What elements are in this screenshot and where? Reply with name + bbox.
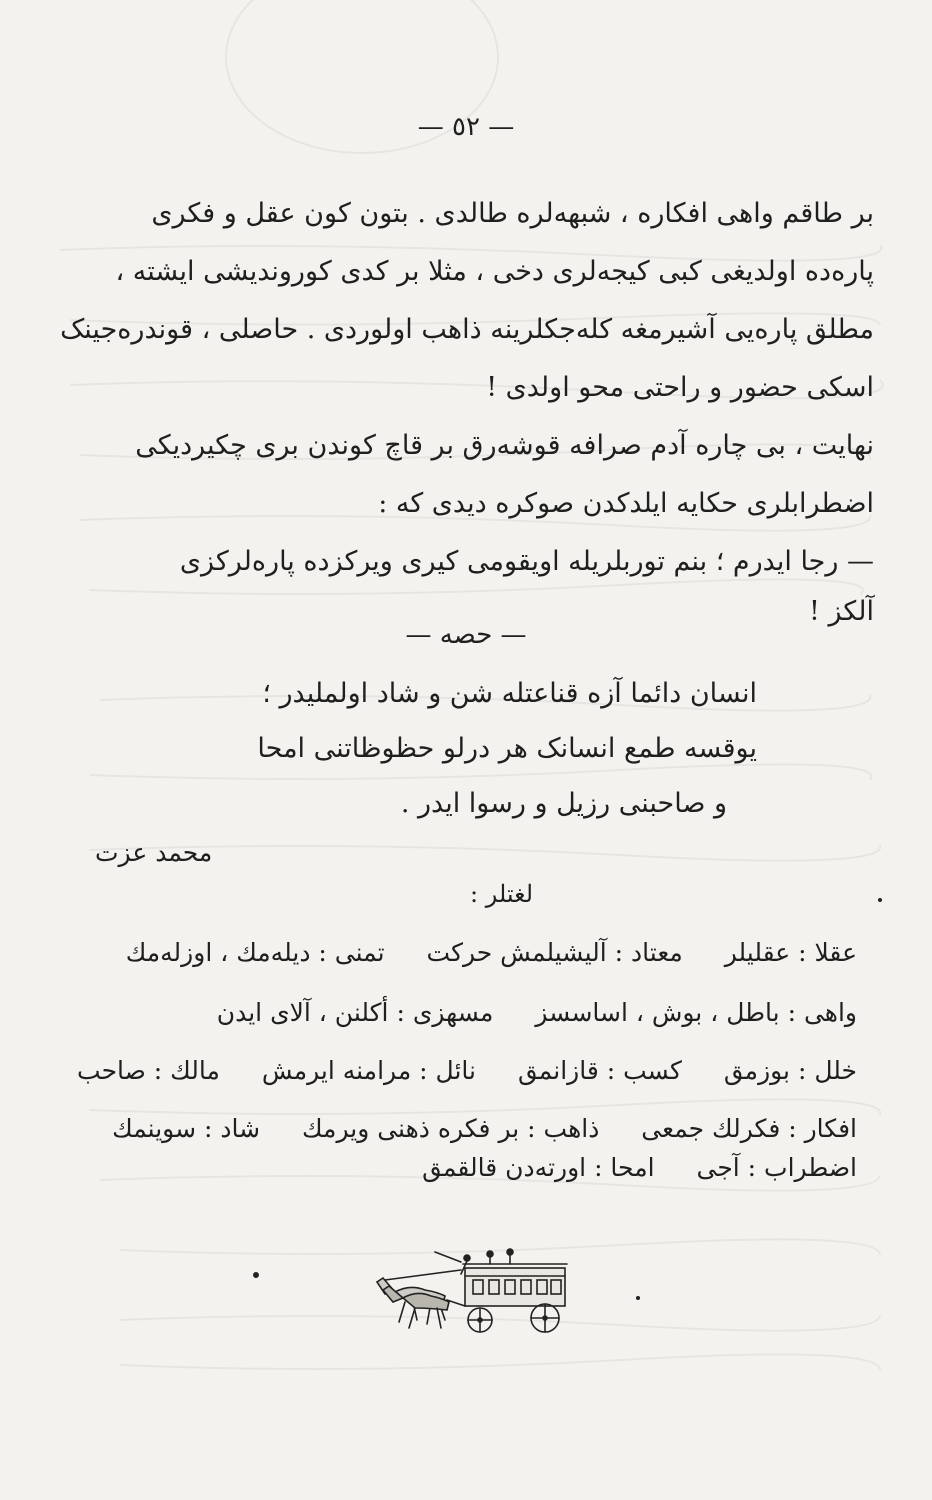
body-line-3: مطلق پاره‌یی آشیرمغه کله‌جکلرینه ذاهب اولوردی . حاصلی ، قوندره‌جینک <box>60 314 874 345</box>
glossary-entry: اضطراب : آجی <box>696 1153 857 1182</box>
horse-drawn-omnibus-illustration <box>365 1240 580 1340</box>
glossary-row-2 <box>183 1000 857 1025</box>
glossary-entry: کسب : قازانمق <box>517 1056 682 1085</box>
page-number: — ٥٢ — <box>417 112 515 142</box>
moral-line-1: انسان دائما آزه قناعتله شن و شاد اولملیدر ؛ <box>262 678 757 709</box>
glossary-row-4 <box>78 1116 857 1141</box>
body-line-5: نهایت ، بی چاره آدم صرافه قوشه‌رق بر قاچ کوندن بری چکیردیکی <box>135 430 874 461</box>
glossary-entry: خلل : بوزمق <box>723 1056 857 1085</box>
moral-line-2: یوقسه طمع انسانک هر درلو حظوظاتنی امحا <box>257 733 757 764</box>
glossary-entry: افکار : فکرلك جمعی <box>641 1114 857 1143</box>
body-line-7: — رجا ایدرم ؛ بنم توربلریله اویقومی کیری ویرکزده پاره‌لرکزی <box>179 546 874 577</box>
glossary-row-5 <box>388 1155 857 1180</box>
glossary-row-1 <box>92 940 857 965</box>
glossary-entry: مسهزی : أکلنن ، آلای ایدن <box>216 998 494 1027</box>
ink-speck <box>878 898 882 902</box>
glossary-entry: معتاد : آلیشیلمش حرکت <box>426 938 683 967</box>
glossary-entry: نائل : مرامنه ایرمش <box>261 1056 476 1085</box>
glossary-entry: مالك : صاحب <box>77 1056 220 1085</box>
glossary-title: لغتلر : <box>470 880 534 908</box>
glossary-row-3 <box>43 1058 857 1083</box>
body-line-4: اسکی حضور و راحتی محو اولدی ! <box>486 372 874 403</box>
glossary-entry: واهی : باطل ، بوش ، اساسسز <box>535 998 857 1027</box>
moral-line-3: و صاحبنی رزیل و رسوا ایدر . <box>400 788 727 819</box>
glossary-entry: شاد : سوینمك <box>112 1114 261 1143</box>
glossary-entry: عقلا : عقلیلر <box>724 938 857 967</box>
ink-speck <box>636 1296 640 1300</box>
author-signature: محمد عزت <box>95 838 213 867</box>
glossary-entry: تمنی : دیله‌مك ، اوزله‌مك <box>125 938 385 967</box>
body-line-1: بر طاقم واهی افکاره ، شبهه‌لره طالدی . بتون کون عقل و فکری <box>151 198 874 229</box>
glossary-entry: ذاهب : بر فکره ذهنی ویرمك <box>301 1114 600 1143</box>
body-line-8: آلکز ! <box>809 596 874 627</box>
ink-speck <box>253 1272 259 1278</box>
glossary-entry: امحا : اورته‌دن قالقمق <box>422 1153 655 1182</box>
body-line-6: اضطرابلری حکایه ایلدکدن صوکره دیدی که : <box>378 488 874 519</box>
moral-title: — حصه — <box>405 620 527 650</box>
body-line-2: پاره‌ده اولدیغی کبی کیجه‌لری دخی ، مثلا بر کدی کوروندیشی ایشته ، <box>115 256 874 287</box>
